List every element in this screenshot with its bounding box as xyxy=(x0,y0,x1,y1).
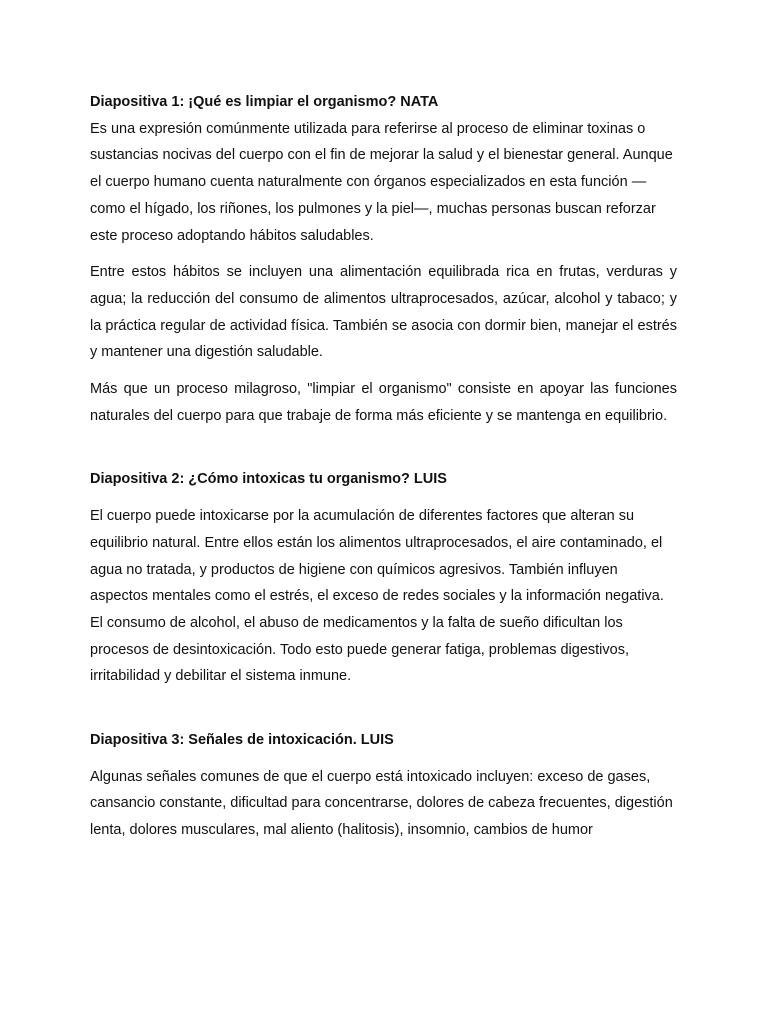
section-1-paragraph-3: Más que un proceso milagroso, "limpiar el organismo" consiste en apoyar las funciones naturales del cuerpo para que trabaje de forma más eficiente y se mantenga en equilibrio. xyxy=(90,381,677,424)
section-2-paragraph-1: El cuerpo puede intoxicarse por la acumulación de diferentes factores que alteran su equilibrio natural. Entre ellos están los alimentos ultraprocesados, el aire contaminado, el agua no tratada, y productos de higiene con químicos agresivos. También influyen aspectos mentales como el estrés, el exceso de redes sociales y la información negativa. El consumo de alcohol, el abuso de medicamentos y la falta de sueño dificultan los procesos de desintoxicación. Todo esto puede generar fatiga, problemas digestivos, irritabilidad y debilitar el sistema inmune. xyxy=(90,508,664,685)
section-1-paragraph-1: Es una expresión comúnmente utilizada para referirse al proceso de eliminar toxinas o sustancias nocivas del cuerpo con el fin de mejorar la salud y el bienestar general. Aunque el cuerpo humano cuenta naturalmente con órganos especializados en esta función —como el hígado, los riñones, los pulmones y la piel—, muchas personas buscan reforzar este proceso adoptando hábitos saludables. xyxy=(90,120,673,244)
section-3-title: Diapositiva 3: Señales de intoxicación. LUIS xyxy=(90,732,394,749)
section-2-title: Diapositiva 2: ¿Cómo intoxicas tu organismo? LUIS xyxy=(90,471,447,488)
section-3-paragraph-1: Algunas señales comunes de que el cuerpo está intoxicado incluyen: exceso de gases, cansancio constante, dificultad para concentrarse, dolores de cabeza frecuentes, digestión lenta, dolores musculares, mal aliento (halitosis), insomnio, cambios de humor xyxy=(90,768,673,839)
document-page xyxy=(90,89,677,844)
section-1-paragraph-2: Entre estos hábitos se incluyen una alimentación equilibrada rica en frutas, verduras y agua; la reducción del consumo de alimentos ultraprocesados, azúcar, alcohol y tabaco; y la práctica regular de actividad física. También se asocia con dormir bien, manejar el estrés y mantener una digestión saludable. xyxy=(90,264,677,361)
section-1-title: Diapositiva 1: ¡Qué es limpiar el organismo? NATA xyxy=(90,94,439,110)
